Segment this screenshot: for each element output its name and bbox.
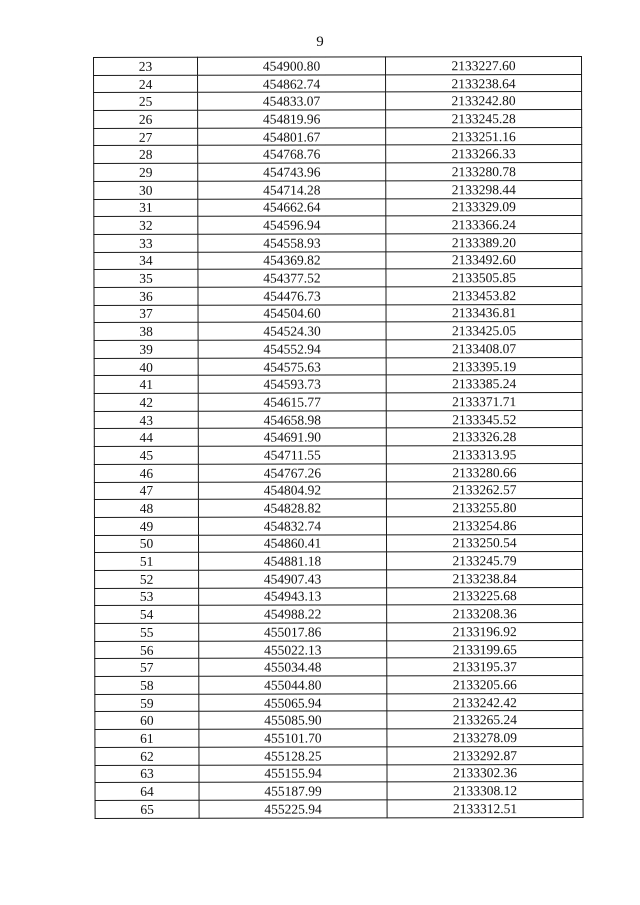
x-coordinate-cell: 454711.55 bbox=[198, 446, 386, 464]
y-coordinate-cell: 2133250.54 bbox=[387, 534, 583, 552]
y-coordinate-cell: 2133265.24 bbox=[387, 711, 583, 729]
table-row bbox=[94, 375, 582, 394]
y-coordinate-cell: 2133227.60 bbox=[386, 56, 582, 74]
table-row bbox=[94, 74, 582, 93]
point-number-cell: 24 bbox=[94, 75, 198, 93]
x-coordinate-cell: 454907.43 bbox=[199, 570, 387, 588]
table-row bbox=[95, 658, 583, 677]
y-coordinate-cell: 2133280.66 bbox=[386, 463, 582, 481]
table-row bbox=[94, 481, 582, 500]
y-coordinate-cell: 2133195.37 bbox=[387, 658, 583, 676]
point-number-cell: 50 bbox=[95, 535, 199, 553]
table-row bbox=[95, 799, 583, 818]
y-coordinate-cell: 2133292.87 bbox=[387, 746, 583, 764]
table-row bbox=[94, 56, 582, 75]
x-coordinate-cell: 454575.63 bbox=[198, 358, 386, 376]
x-coordinate-cell: 454833.07 bbox=[198, 92, 386, 110]
y-coordinate-cell: 2133313.95 bbox=[386, 446, 582, 464]
point-number-cell: 51 bbox=[95, 553, 199, 571]
table-row bbox=[94, 463, 582, 482]
table-row bbox=[95, 622, 583, 641]
table-row bbox=[95, 552, 583, 571]
point-number-cell: 32 bbox=[94, 216, 198, 234]
table-row bbox=[94, 286, 582, 305]
table-row bbox=[95, 569, 583, 588]
y-coordinate-cell: 2133254.86 bbox=[386, 516, 582, 534]
point-number-cell: 58 bbox=[95, 676, 199, 694]
point-number-cell: 45 bbox=[94, 446, 198, 464]
point-number-cell: 38 bbox=[94, 323, 198, 341]
y-coordinate-cell: 2133199.65 bbox=[387, 640, 583, 658]
y-coordinate-cell: 2133298.44 bbox=[386, 180, 582, 198]
y-coordinate-cell: 2133436.81 bbox=[386, 304, 582, 322]
table-row bbox=[94, 251, 582, 270]
point-number-cell: 56 bbox=[95, 641, 199, 659]
x-coordinate-cell: 454832.74 bbox=[198, 517, 386, 535]
y-coordinate-cell: 2133408.07 bbox=[386, 339, 582, 357]
table-row bbox=[94, 163, 582, 182]
table-row bbox=[94, 393, 582, 412]
y-coordinate-cell: 2133312.51 bbox=[387, 799, 583, 817]
x-coordinate-cell: 454691.90 bbox=[198, 428, 386, 446]
point-number-cell: 41 bbox=[94, 376, 198, 394]
x-coordinate-cell: 455155.94 bbox=[199, 764, 387, 782]
point-number-cell: 63 bbox=[95, 765, 199, 783]
point-number-cell: 31 bbox=[94, 199, 198, 217]
y-coordinate-cell: 2133395.19 bbox=[386, 357, 582, 375]
x-coordinate-cell: 454658.98 bbox=[198, 411, 386, 429]
table-row bbox=[94, 92, 582, 111]
table-row bbox=[94, 110, 582, 129]
table-row bbox=[94, 322, 582, 341]
x-coordinate-cell: 454768.76 bbox=[198, 145, 386, 163]
table-row bbox=[94, 198, 582, 217]
point-number-cell: 48 bbox=[94, 499, 198, 517]
y-coordinate-cell: 2133205.66 bbox=[387, 676, 583, 694]
table-row bbox=[95, 640, 583, 659]
point-number-cell: 23 bbox=[94, 57, 198, 75]
y-coordinate-cell: 2133505.85 bbox=[386, 269, 582, 287]
x-coordinate-cell: 454377.52 bbox=[198, 269, 386, 287]
point-number-cell: 34 bbox=[94, 252, 198, 270]
table-row bbox=[95, 711, 583, 730]
x-coordinate-cell: 455225.94 bbox=[199, 800, 387, 818]
x-coordinate-cell: 454615.77 bbox=[198, 393, 386, 411]
coordinates-table-body bbox=[94, 56, 584, 818]
point-number-cell: 64 bbox=[95, 782, 199, 800]
table-row bbox=[94, 304, 582, 323]
point-number-cell: 28 bbox=[94, 146, 198, 164]
point-number-cell: 27 bbox=[94, 128, 198, 146]
table-row bbox=[95, 764, 583, 783]
x-coordinate-cell: 454860.41 bbox=[199, 534, 387, 552]
point-number-cell: 29 bbox=[94, 163, 198, 181]
point-number-cell: 65 bbox=[95, 800, 199, 818]
point-number-cell: 30 bbox=[94, 181, 198, 199]
x-coordinate-cell: 455022.13 bbox=[199, 641, 387, 659]
x-coordinate-cell: 454828.82 bbox=[198, 499, 386, 517]
x-coordinate-cell: 455101.70 bbox=[199, 729, 387, 747]
x-coordinate-cell: 454801.67 bbox=[198, 128, 386, 146]
y-coordinate-cell: 2133453.82 bbox=[386, 286, 582, 304]
x-coordinate-cell: 454943.13 bbox=[199, 588, 387, 606]
point-number-cell: 49 bbox=[94, 517, 198, 535]
y-coordinate-cell: 2133245.28 bbox=[386, 110, 582, 128]
point-number-cell: 62 bbox=[95, 747, 199, 765]
table-row bbox=[94, 145, 582, 164]
x-coordinate-cell: 455034.48 bbox=[199, 658, 387, 676]
x-coordinate-cell: 454369.82 bbox=[198, 251, 386, 269]
x-coordinate-cell: 454862.74 bbox=[198, 75, 386, 93]
y-coordinate-cell: 2133492.60 bbox=[386, 251, 582, 269]
x-coordinate-cell: 454593.73 bbox=[198, 375, 386, 393]
table-row bbox=[95, 676, 583, 695]
y-coordinate-cell: 2133302.36 bbox=[387, 764, 583, 782]
y-coordinate-cell: 2133255.80 bbox=[386, 499, 582, 517]
point-number-cell: 42 bbox=[94, 393, 198, 411]
y-coordinate-cell: 2133389.20 bbox=[386, 233, 582, 251]
x-coordinate-cell: 455065.94 bbox=[199, 694, 387, 712]
point-number-cell: 44 bbox=[94, 429, 198, 447]
table-row bbox=[95, 782, 583, 801]
x-coordinate-cell: 455187.99 bbox=[199, 782, 387, 800]
x-coordinate-cell: 454552.94 bbox=[198, 340, 386, 358]
x-coordinate-cell: 454714.28 bbox=[198, 181, 386, 199]
x-coordinate-cell: 454988.22 bbox=[199, 605, 387, 623]
point-number-cell: 54 bbox=[95, 606, 199, 624]
x-coordinate-cell: 454767.26 bbox=[198, 464, 386, 482]
y-coordinate-cell: 2133326.28 bbox=[386, 428, 582, 446]
y-coordinate-cell: 2133242.80 bbox=[386, 92, 582, 110]
table-row bbox=[95, 693, 583, 712]
x-coordinate-cell: 454900.80 bbox=[198, 57, 386, 75]
y-coordinate-cell: 2133238.84 bbox=[387, 569, 583, 587]
point-number-cell: 33 bbox=[94, 234, 198, 252]
y-coordinate-cell: 2133366.24 bbox=[386, 216, 582, 234]
table-row bbox=[94, 446, 582, 465]
point-number-cell: 35 bbox=[94, 270, 198, 288]
point-number-cell: 61 bbox=[95, 729, 199, 747]
point-number-cell: 43 bbox=[94, 411, 198, 429]
point-number-cell: 37 bbox=[94, 305, 198, 323]
x-coordinate-cell: 455128.25 bbox=[199, 747, 387, 765]
y-coordinate-cell: 2133242.42 bbox=[387, 693, 583, 711]
y-coordinate-cell: 2133425.05 bbox=[386, 322, 582, 340]
point-number-cell: 39 bbox=[94, 340, 198, 358]
y-coordinate-cell: 2133278.09 bbox=[387, 729, 583, 747]
x-coordinate-cell: 454881.18 bbox=[199, 552, 387, 570]
x-coordinate-cell: 454743.96 bbox=[198, 163, 386, 181]
point-number-cell: 47 bbox=[94, 482, 198, 500]
point-number-cell: 40 bbox=[94, 358, 198, 376]
table-row bbox=[94, 216, 582, 235]
y-coordinate-cell: 2133251.16 bbox=[386, 127, 582, 145]
y-coordinate-cell: 2133308.12 bbox=[387, 782, 583, 800]
table-row bbox=[94, 499, 582, 518]
point-number-cell: 46 bbox=[94, 464, 198, 482]
table-row bbox=[94, 233, 582, 252]
y-coordinate-cell: 2133345.52 bbox=[386, 410, 582, 428]
x-coordinate-cell: 454504.60 bbox=[198, 305, 386, 323]
table-row bbox=[95, 534, 583, 553]
y-coordinate-cell: 2133208.36 bbox=[387, 605, 583, 623]
table-row bbox=[94, 269, 582, 288]
x-coordinate-cell: 454819.96 bbox=[198, 110, 386, 128]
x-coordinate-cell: 454804.92 bbox=[198, 481, 386, 499]
y-coordinate-cell: 2133280.78 bbox=[386, 163, 582, 181]
x-coordinate-cell: 454558.93 bbox=[198, 234, 386, 252]
table-row bbox=[94, 428, 582, 447]
y-coordinate-cell: 2133238.64 bbox=[386, 74, 582, 92]
y-coordinate-cell: 2133371.71 bbox=[386, 393, 582, 411]
table-row bbox=[94, 516, 582, 535]
table-row bbox=[95, 587, 583, 606]
point-number-cell: 59 bbox=[95, 694, 199, 712]
x-coordinate-cell: 454662.64 bbox=[198, 198, 386, 216]
table-row bbox=[94, 410, 582, 429]
point-number-cell: 57 bbox=[95, 659, 199, 677]
table-row bbox=[94, 180, 582, 199]
table-row bbox=[94, 127, 582, 146]
page-number: 9 bbox=[316, 34, 324, 50]
point-number-cell: 53 bbox=[95, 588, 199, 606]
point-number-cell: 55 bbox=[95, 623, 199, 641]
point-number-cell: 36 bbox=[94, 287, 198, 305]
point-number-cell: 26 bbox=[94, 110, 198, 128]
y-coordinate-cell: 2133225.68 bbox=[387, 587, 583, 605]
y-coordinate-cell: 2133196.92 bbox=[387, 622, 583, 640]
x-coordinate-cell: 455017.86 bbox=[199, 623, 387, 641]
x-coordinate-cell: 454596.94 bbox=[198, 216, 386, 234]
point-number-cell: 60 bbox=[95, 712, 199, 730]
x-coordinate-cell: 455085.90 bbox=[199, 711, 387, 729]
x-coordinate-cell: 454476.73 bbox=[198, 287, 386, 305]
point-number-cell: 25 bbox=[94, 93, 198, 111]
x-coordinate-cell: 455044.80 bbox=[199, 676, 387, 694]
y-coordinate-cell: 2133385.24 bbox=[386, 375, 582, 393]
table-row bbox=[95, 746, 583, 765]
y-coordinate-cell: 2133245.79 bbox=[387, 552, 583, 570]
table-row bbox=[95, 605, 583, 624]
y-coordinate-cell: 2133262.57 bbox=[386, 481, 582, 499]
table-row bbox=[95, 729, 583, 748]
y-coordinate-cell: 2133266.33 bbox=[386, 145, 582, 163]
point-number-cell: 52 bbox=[95, 570, 199, 588]
table-row bbox=[94, 339, 582, 358]
coordinates-table bbox=[93, 56, 584, 819]
table-row bbox=[94, 357, 582, 376]
x-coordinate-cell: 454524.30 bbox=[198, 322, 386, 340]
y-coordinate-cell: 2133329.09 bbox=[386, 198, 582, 216]
